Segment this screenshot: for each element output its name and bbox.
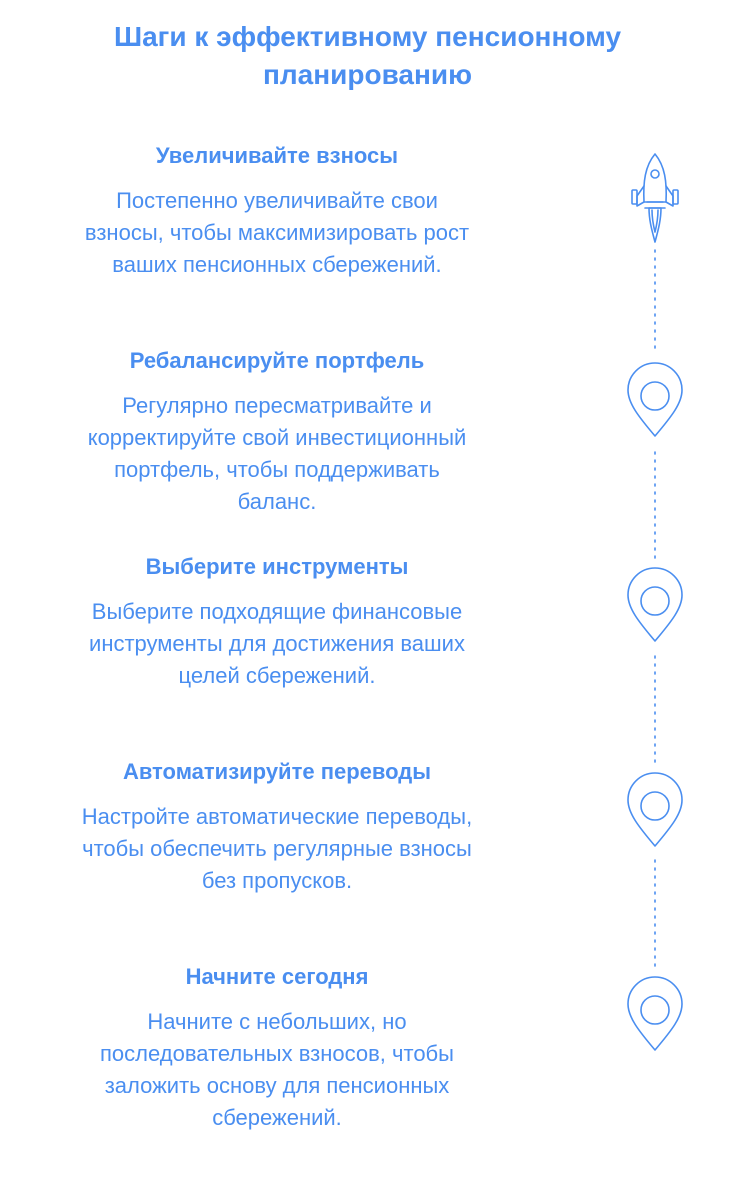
step-description: Постепенно увеличивайте свои взносы, чтобы максимизировать рост ваших пенсионных сбережений.	[84, 188, 470, 277]
step-title: Автоматизируйте переводы	[122, 759, 432, 784]
step-start-today	[30, 962, 524, 1134]
step-title: Начните сегодня	[185, 964, 369, 989]
step-title: Увеличивайте взносы	[155, 143, 399, 168]
step-description: Регулярно пересматривайте и корректируйте свой инвестиционный портфель, чтобы поддерживать баланс.	[87, 393, 467, 514]
step-description: Начните с небольших, но последовательных взносов, чтобы заложить основу для пенсионных сбережений.	[100, 1009, 454, 1130]
map-pin-icon	[628, 568, 682, 641]
timeline	[600, 140, 710, 1080]
step-title: Выберите инструменты	[145, 554, 409, 579]
step-rebalance-portfolio	[30, 346, 524, 518]
step-increase-contributions	[30, 141, 524, 281]
step-title: Ребалансируйте портфель	[129, 348, 425, 373]
step-choose-instruments	[30, 552, 524, 692]
timeline-graphic	[600, 140, 710, 1080]
map-pin-icon	[628, 363, 682, 436]
step-description: Выберите подходящие финансовые инструменты для достижения ваших целей сбережений.	[89, 599, 465, 688]
map-pin-icon	[628, 773, 682, 846]
page-title: Шаги к эффективному пенсионному планированию	[113, 21, 622, 90]
step-description: Настройте автоматические переводы, чтобы обеспечить регулярные взносы без пропусков.	[81, 804, 473, 893]
step-automate-transfers	[30, 757, 524, 897]
rocket-icon	[632, 154, 678, 242]
map-pin-icon	[628, 977, 682, 1050]
